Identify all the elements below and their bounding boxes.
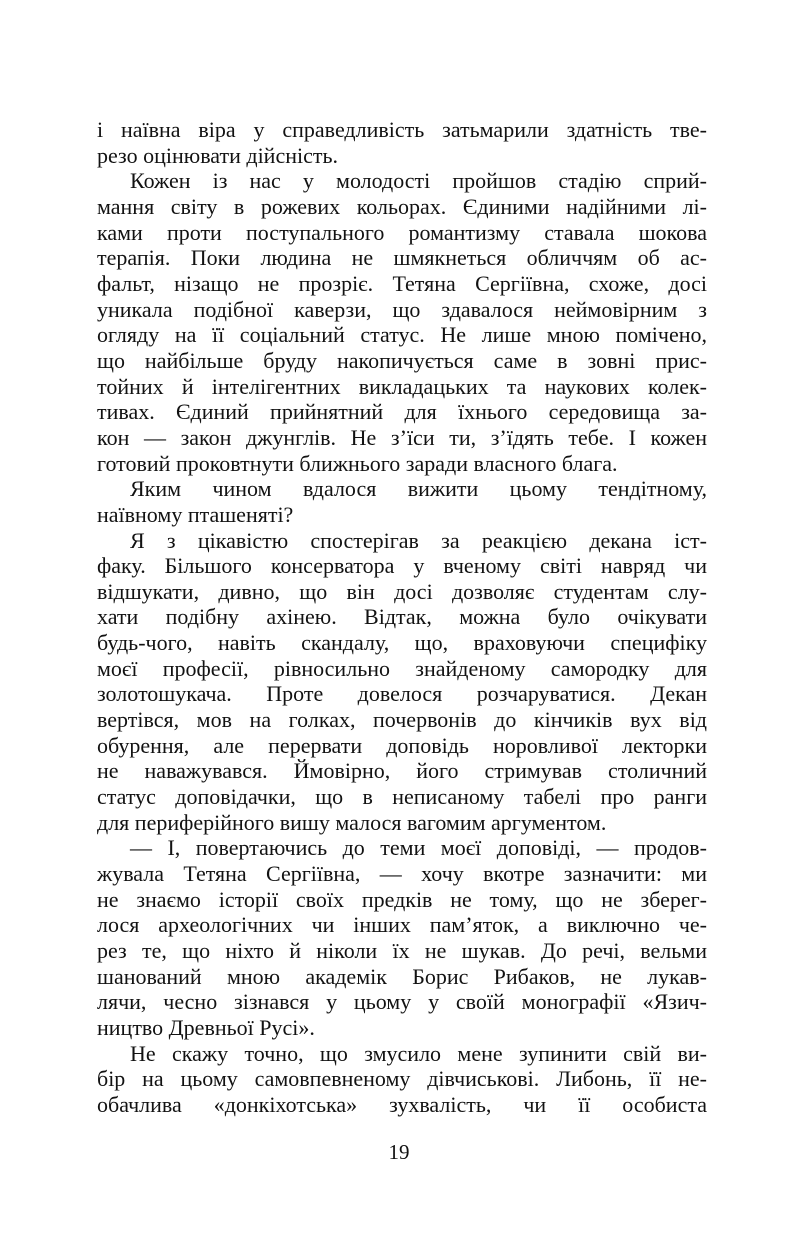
text-line: рез те, що ніхто й ніколи їх не шукав. До речі, вельми	[97, 938, 707, 963]
text-line: обачлива «донкіхотська» зухвалість, чи її особиста	[97, 1091, 707, 1117]
text-line: будь-чого, навіть скандалу, що, враховуючи специфіку	[97, 630, 707, 656]
text-line: що найбільше бруду накопичується саме в зовні прис-	[97, 347, 707, 373]
text-line: і наївна віра у справедливість затьмарили здатність тве-	[97, 117, 707, 142]
text-line: мання світу в рожевих кольорах. Єдиними надійними лі-	[97, 193, 707, 219]
text-line: обурення, але перервати доповідь норовливої лекторки	[97, 732, 707, 758]
text-line: кон — закон джунглів. Не з’їси ти, з’їдять тебе. І кожен	[97, 424, 707, 450]
text-line: ками проти поступального романтизму ставала шокова	[97, 219, 707, 245]
text-line: хати подібну ахінею. Відтак, можна було очікувати	[97, 604, 707, 630]
text-line: фальт, нізащо не прозріє. Тетяна Сергіївна, схоже, досі	[97, 270, 707, 296]
text-line: терапія. Поки людина не шмякнеться обличчям об ас-	[97, 245, 707, 271]
text-line: уникала подібної каверзи, що здавалося неймовірним з	[97, 296, 707, 322]
text-line: Яким чином вдалося вижити цьому тендітному,	[130, 476, 707, 502]
text-line: шанований мною академік Борис Рибаков, не лукав-	[97, 963, 707, 989]
text-line: Я з цікавістю спостерігав за реакцією декана іст-	[130, 527, 707, 553]
text-line: Не скажу точно, що змусило мене зупинити свій ви-	[130, 1040, 707, 1066]
text-line: вертівся, мов на голках, почервонів до кінчиків вух від	[97, 707, 707, 733]
text-line: відшукати, дивно, що він досі дозволяє студентам слу-	[97, 578, 707, 604]
text-line: лося археологічних чи інших пам’яток, а виключно че-	[97, 912, 707, 938]
text-line: резо оцінювати дійсність.	[97, 142, 339, 168]
text-line: статус доповідачки, що в неписаному табелі про ранги	[97, 784, 707, 810]
text-line: для периферійного вишу малося вагомим аргументом.	[97, 809, 607, 835]
text-line: не наважувався. Ймовірно, його стримував столичний	[97, 758, 707, 784]
text-line: наївному пташеняті?	[97, 501, 294, 527]
text-line: лячи, чесно зізнався у цьому у своїй монографії «Язич-	[97, 989, 707, 1015]
text-line: бір на цьому самовпевненому дівчиськові. Либонь, її не-	[97, 1066, 707, 1092]
text-line: огляду на її соціальний статус. Не лише мною помічено,	[97, 322, 707, 348]
text-line: готовий проковтнути ближнього заради власного блага.	[97, 450, 618, 476]
text-line: Кожен із нас у молодості пройшов стадію сприй-	[130, 168, 707, 194]
text-line: не знаємо історії своїх предків не тому, що не зберег-	[97, 886, 707, 912]
text-line: жувала Тетяна Сергіївна, — хочу вкотре зазначити: ми	[97, 861, 707, 887]
page-number: 19	[388, 1140, 410, 1164]
text-line: моєї професії, рівносильно знайденому самородку для	[97, 655, 707, 681]
text-line: ництво Древньої Русі».	[97, 1014, 315, 1040]
text-line: факу. Більшого консерватора у вченому світі навряд чи	[97, 553, 707, 579]
text-line: тойних й інтелігентних викладацьких та наукових колек-	[97, 373, 707, 399]
text-line: золотошукача. Проте довелося розчаруватися. Декан	[97, 681, 707, 707]
text-block	[97, 117, 707, 1118]
text-line: тивах. Єдиний прийнятний для їхнього середовища за-	[97, 399, 707, 425]
text-line: — І, повертаючись до теми моєї доповіді, — продов-	[130, 835, 707, 861]
